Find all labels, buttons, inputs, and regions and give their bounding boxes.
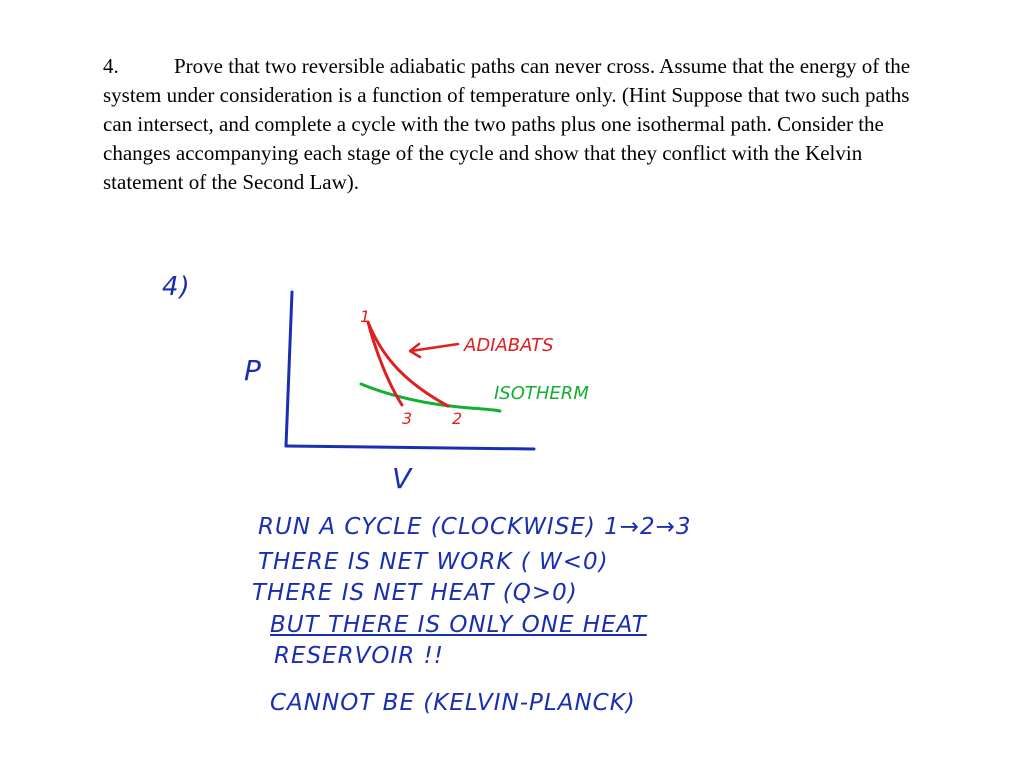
note-line: RESERVOIR !! (274, 643, 444, 669)
point-2-label: 2 (452, 409, 463, 428)
v-axis-line (286, 446, 534, 449)
isotherm-label: ISOTHERM (494, 383, 589, 404)
problem-number: 4. (103, 54, 119, 78)
v-axis-label: V (392, 462, 412, 495)
problem-text: Prove that two reversible adiabatic paths can never cross. Assume that the energy of the system under consideration is a function of temperature only. (Hint Suppose that two such paths can intersect, and complete a cycle with the two paths plus one isothermal path. Consider the changes accompanying each stage of the cycle and show that they conflict with the Kelvin statement of the Second Law). (103, 54, 911, 194)
adiabats-label: ADIABATS (464, 335, 554, 356)
point-3-label: 3 (402, 409, 413, 428)
handwritten-problem-label: 4) (162, 272, 191, 302)
isotherm-curve (361, 384, 500, 411)
p-axis-label: P (244, 354, 261, 387)
note-line: RUN A CYCLE (CLOCKWISE) 1→2→3 (258, 514, 692, 540)
adiabat-curve-shallow (368, 322, 448, 406)
note-line: CANNOT BE (KELVIN-PLANCK) (270, 690, 636, 716)
note-line: BUT THERE IS ONLY ONE HEAT (270, 612, 647, 638)
p-axis-line (286, 292, 292, 446)
note-line: THERE IS NET HEAT (Q>0) (252, 580, 578, 606)
note-line: THERE IS NET WORK ( W<0) (258, 549, 609, 575)
point-1-label: 1 (360, 307, 371, 326)
